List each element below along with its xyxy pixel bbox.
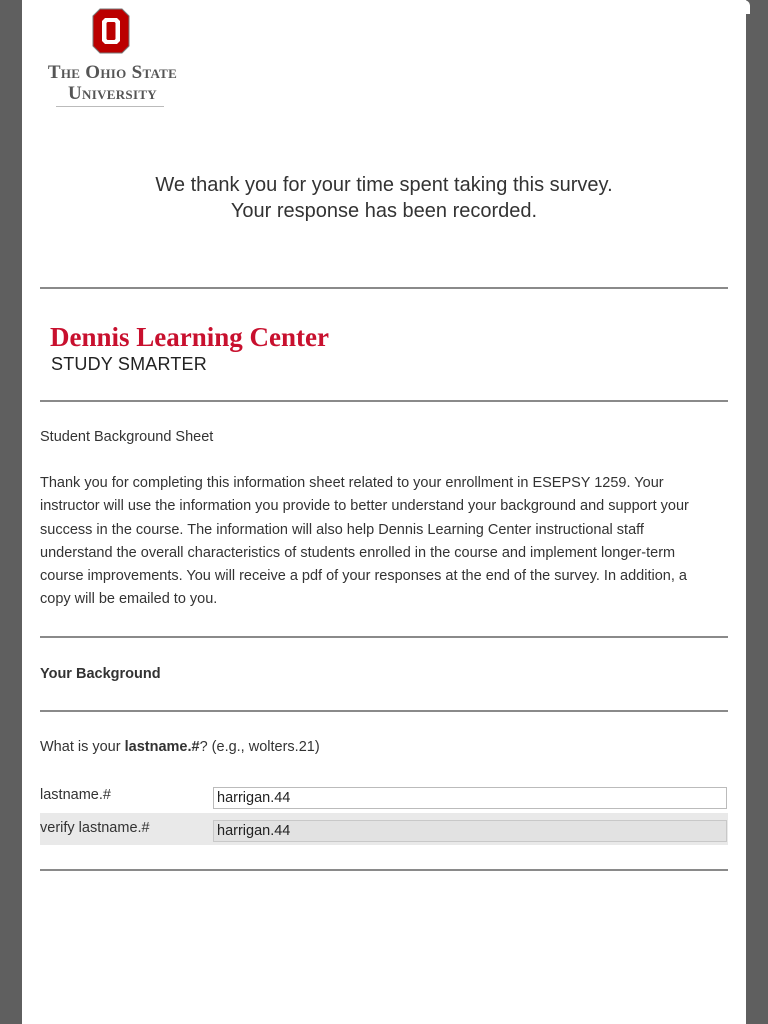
divider xyxy=(40,869,728,871)
divider xyxy=(40,400,728,402)
sheet-title: Student Background Sheet xyxy=(40,429,214,445)
verify-lastname-label: verify lastname.# xyxy=(40,820,150,836)
lastname-question xyxy=(40,739,320,755)
question-bold: lastname.# xyxy=(124,739,200,755)
divider xyxy=(40,287,728,289)
osu-wordmark-line2: University xyxy=(68,83,157,104)
survey-page xyxy=(22,0,746,1024)
confirmation-line1: We thank you for your time spent taking this survey. xyxy=(155,174,613,196)
divider xyxy=(40,710,728,712)
intro-paragraph: Thank you for completing this information sheet related to your enrollment in ESEPSY 1259. Your instructor will use the information you provide to better understand your background and support your success in the course. The information will also help Dennis Learning Center instructional staff understand the overall characteristics of students enrolled in the course and implement longer-term course improvements. You will receive a pdf of your responses at the end of the survey. In addition, a copy will be emailed to you. xyxy=(40,475,689,608)
verify-lastname-input[interactable] xyxy=(213,820,727,842)
question-suffix: ? (e.g., wolters.21) xyxy=(199,739,320,755)
section-heading: Your Background xyxy=(40,666,161,682)
lastname-input[interactable] xyxy=(213,787,727,809)
block-o-icon xyxy=(92,8,130,54)
lastname-label: lastname.# xyxy=(40,787,111,803)
question-prefix: What is your xyxy=(40,739,125,755)
osu-logo xyxy=(40,8,185,110)
logo-underline xyxy=(56,106,164,107)
dlc-subtitle: STUDY SMARTER xyxy=(51,354,207,374)
dlc-logo xyxy=(50,322,370,378)
dlc-title: Dennis Learning Center xyxy=(50,322,329,352)
confirmation-message xyxy=(22,172,746,224)
divider xyxy=(40,636,728,638)
confirmation-line2: Your response has been recorded. xyxy=(230,200,538,222)
osu-wordmark-line1: The Ohio State xyxy=(47,62,178,83)
